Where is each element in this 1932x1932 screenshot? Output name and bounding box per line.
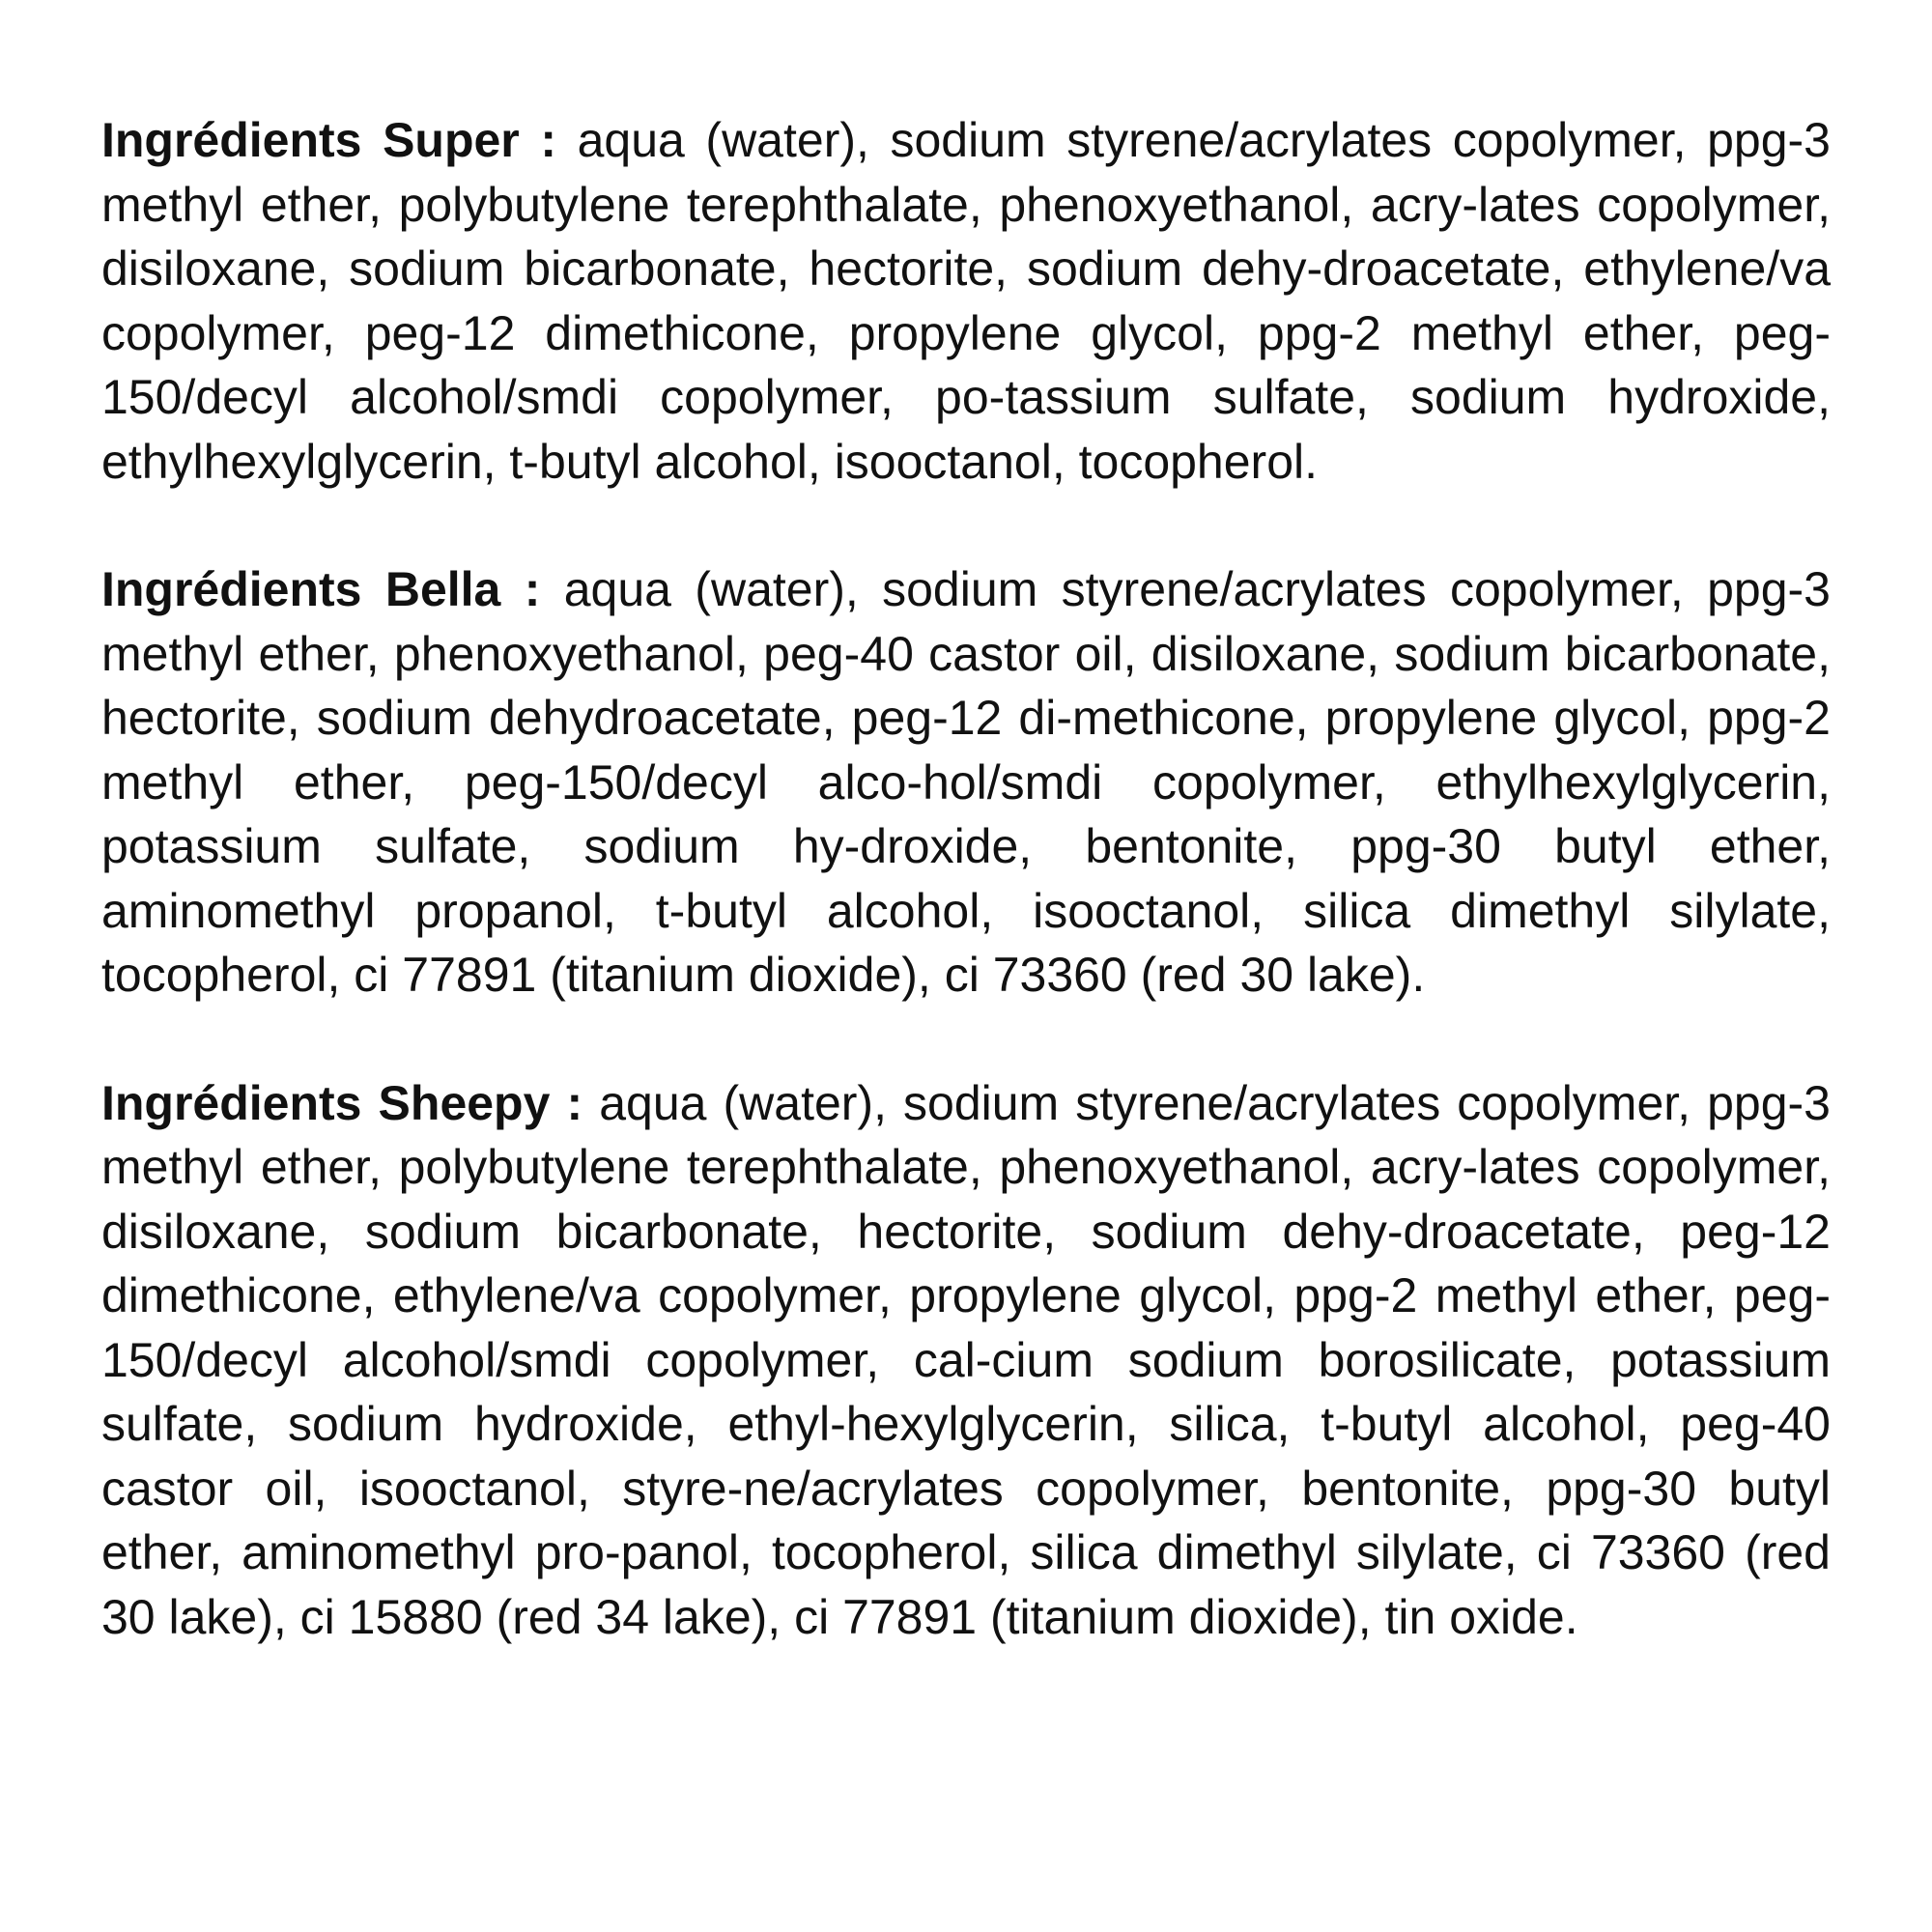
ingredients-super-label: Ingrédients Super :	[101, 113, 557, 167]
ingredients-bella-paragraph	[101, 557, 1831, 1008]
ingredients-sheepy-paragraph	[101, 1071, 1831, 1650]
ingredients-sheepy-label: Ingrédients Sheepy :	[101, 1075, 583, 1130]
ingredients-super-text: aqua (water), sodium styrene/acrylates copolymer, ppg-3 methyl ether, polybutylene terephthalate, phenoxyethanol, acry-lates copolymer, disiloxane, sodium bicarbonate, hectorite, sodium dehy-droacetate, ethylene/va copolymer, peg-12 dimethicone, propylene glycol, ppg-2 methyl ether, peg-150/decyl alcohol/smdi copolymer, po-tassium sulfate, sodium hydroxide, ethylhexylglycerin, t-butyl alcohol, isooctanol, tocopherol.	[101, 113, 1831, 489]
ingredients-super-paragraph	[101, 108, 1831, 494]
ingredients-document	[101, 108, 1831, 1713]
ingredients-bella-label: Ingrédients Bella :	[101, 562, 541, 616]
ingredients-sheepy-text: aqua (water), sodium styrene/acrylates copolymer, ppg-3 methyl ether, polybutylene terephthalate, phenoxyethanol, acry-lates copolymer, disiloxane, sodium bicarbonate, hectorite, sodium dehy-droacetate, peg-12 dimethicone, ethylene/va copolymer, propylene glycol, ppg-2 methyl ether, peg-150/decyl alcohol/smdi copolymer, cal-cium sodium borosilicate, potassium sulfate, sodium hydroxide, ethyl-hexylglycerin, silica, t-butyl alcohol, peg-40 castor oil, isooctanol, styre-ne/acrylates copolymer, bentonite, ppg-30 butyl ether, aminomethyl pro-panol, tocopherol, silica dimethyl silylate, ci 73360 (red 30 lake), ci 15880 (red 34 lake), ci 77891 (titanium dioxide), tin oxide.	[101, 1075, 1831, 1644]
ingredients-bella-text: aqua (water), sodium styrene/acrylates copolymer, ppg-3 methyl ether, phenoxyethanol, peg-40 castor oil, disiloxane, sodium bicarbonate, hectorite, sodium dehydroacetate, peg-12 di-methicone, propylene glycol, ppg-2 methyl ether, peg-150/decyl alco-hol/smdi copolymer, ethylhexylglycerin, potassium sulfate, sodium hy-droxide, bentonite, ppg-30 butyl ether, aminomethyl propanol, t-butyl alcohol, isooctanol, silica dimethyl silylate, tocopherol, ci 77891 (titanium dioxide), ci 73360 (red 30 lake).	[101, 562, 1831, 1002]
